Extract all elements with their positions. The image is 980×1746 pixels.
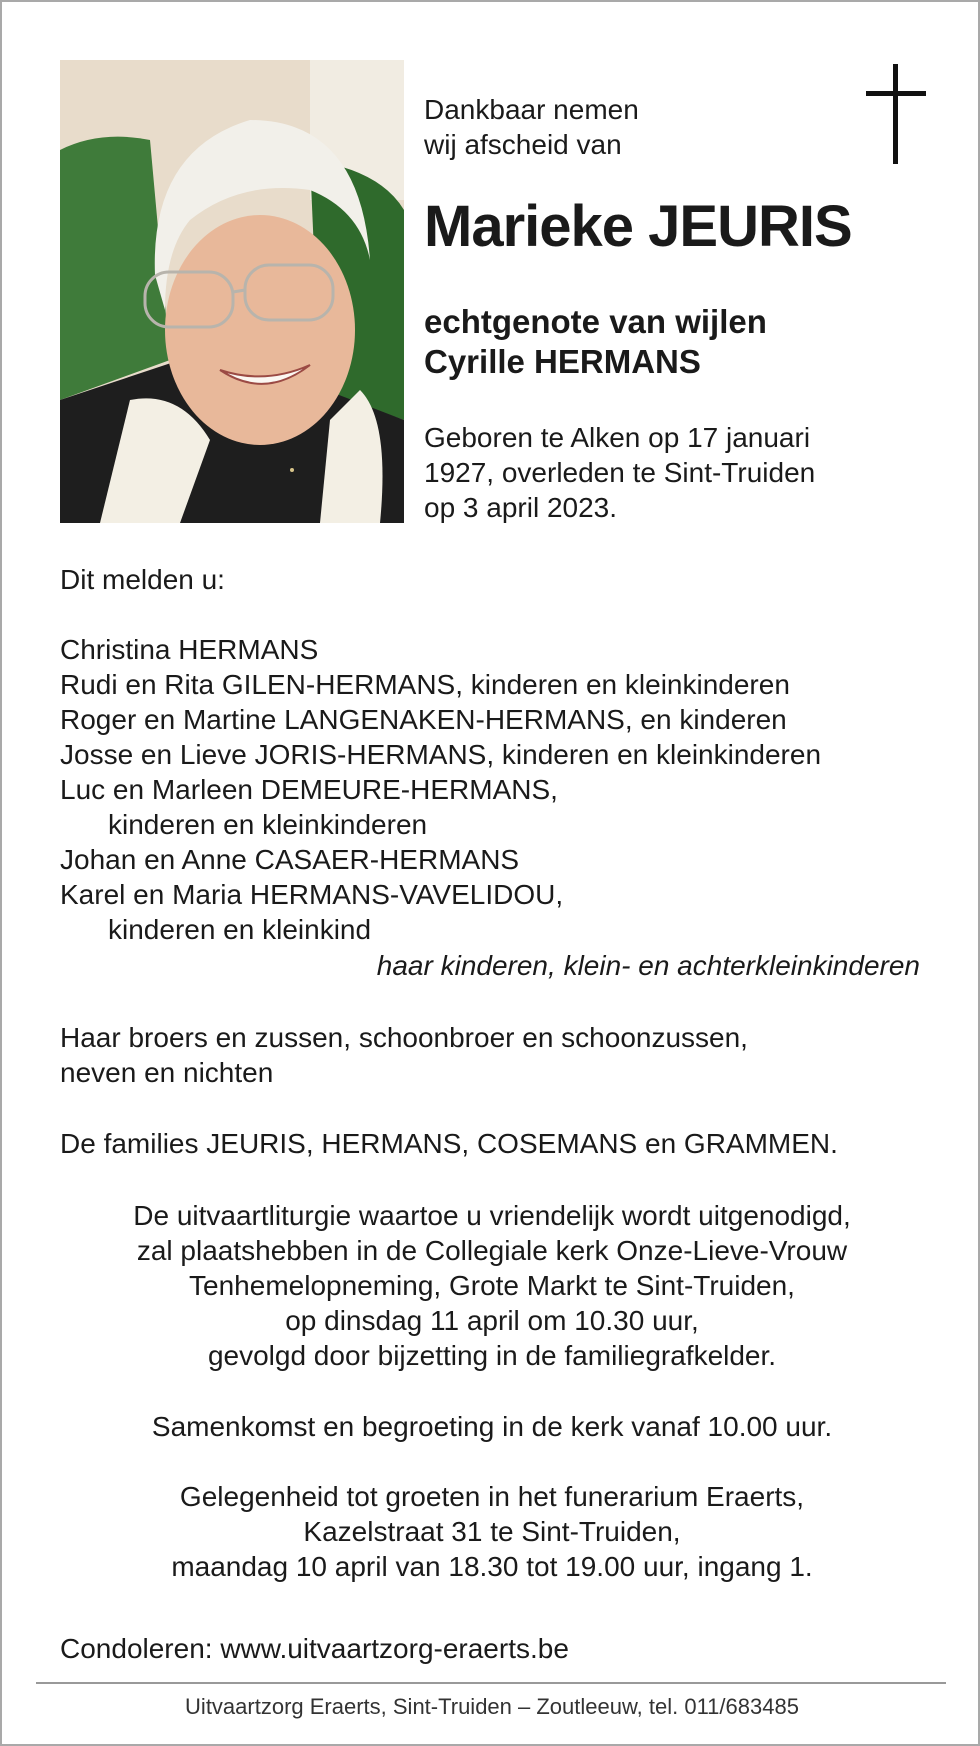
visitation-line: maandag 10 april van 18.30 tot 19.00 uur, ingang 1. xyxy=(171,1551,813,1582)
footer-text: Uitvaartzorg Eraerts, Sint-Truiden – Zoutleeuw, tel. 011/683485 xyxy=(185,1694,799,1719)
visitation-line: Kazelstraat 31 te Sint-Truiden, xyxy=(303,1516,681,1547)
intro-text xyxy=(424,92,639,162)
deceased-name: Marieke JEURIS xyxy=(424,194,852,259)
portrait-illustration xyxy=(60,60,404,523)
liturgy-text xyxy=(2,1198,980,1373)
family-line: Rudi en Rita GILEN-HERMANS, kinderen en kleinkinderen xyxy=(60,669,790,700)
family-line: Luc en Marleen DEMEURE-HERMANS, xyxy=(60,774,558,805)
liturgy-line: zal plaatshebben in de Collegiale kerk Onze-Lieve-Vrouw xyxy=(136,1235,848,1266)
birth-line: Geboren te Alken op 17 januari xyxy=(424,422,811,453)
liturgy-line: De uitvaartliturgie waartoe u vriendelijk wordt uitgenodigd, xyxy=(133,1200,851,1231)
family-line: Johan en Anne CASAER-HERMANS xyxy=(60,844,520,875)
intro-line: wij afscheid van xyxy=(424,129,622,160)
family-group-label: haar kinderen, klein- en achterkleinkinderen xyxy=(376,950,920,981)
condolences-link[interactable]: Condoleren: www.uitvaartzorg-eraerts.be xyxy=(60,1633,569,1664)
portrait-photo xyxy=(60,60,404,523)
gathering-text: Samenkomst en begroeting in de kerk vanaf 10.00 uur. xyxy=(151,1411,833,1442)
announce-label: Dit melden u: xyxy=(60,564,225,595)
spouse-line: echtgenote van wijlen xyxy=(424,303,767,340)
family-line: Roger en Martine LANGENAKEN-HERMANS, en kinderen xyxy=(60,704,787,735)
intro-line: Dankbaar nemen xyxy=(424,94,639,125)
footer-divider xyxy=(36,1682,946,1684)
visitation-line: Gelegenheid tot groeten in het funerarium Eraerts, xyxy=(179,1481,805,1512)
siblings-text xyxy=(60,1020,748,1090)
family-list xyxy=(60,632,821,947)
birth-line: 1927, overleden te Sint-Truiden xyxy=(424,457,816,488)
liturgy-line: Tenhemelopneming, Grote Markt te Sint-Truiden, xyxy=(189,1270,795,1301)
family-line: Karel en Maria HERMANS-VAVELIDOU, xyxy=(60,879,564,910)
spouse-line: Cyrille HERMANS xyxy=(424,343,701,380)
siblings-line: Haar broers en zussen, schoonbroer en schoonzussen, xyxy=(60,1022,748,1053)
visitation-text xyxy=(2,1479,980,1584)
siblings-line: neven en nichten xyxy=(60,1057,274,1088)
family-line: kinderen en kleinkind xyxy=(108,914,372,945)
cross-icon xyxy=(866,64,926,164)
birth-line: op 3 april 2023. xyxy=(424,492,618,523)
spouse-text xyxy=(424,302,767,382)
family-line: Josse en Lieve JORIS-HERMANS, kinderen en kleinkinderen xyxy=(60,739,822,770)
birth-death-text xyxy=(424,420,815,525)
families-text: De families JEURIS, HERMANS, COSEMANS en GRAMMEN. xyxy=(60,1128,838,1159)
liturgy-line: op dinsdag 11 april om 10.30 uur, xyxy=(285,1305,699,1336)
family-line: kinderen en kleinkinderen xyxy=(108,809,428,840)
family-line: Christina HERMANS xyxy=(60,634,319,665)
liturgy-line: gevolgd door bijzetting in de familiegrafkelder. xyxy=(207,1340,777,1371)
